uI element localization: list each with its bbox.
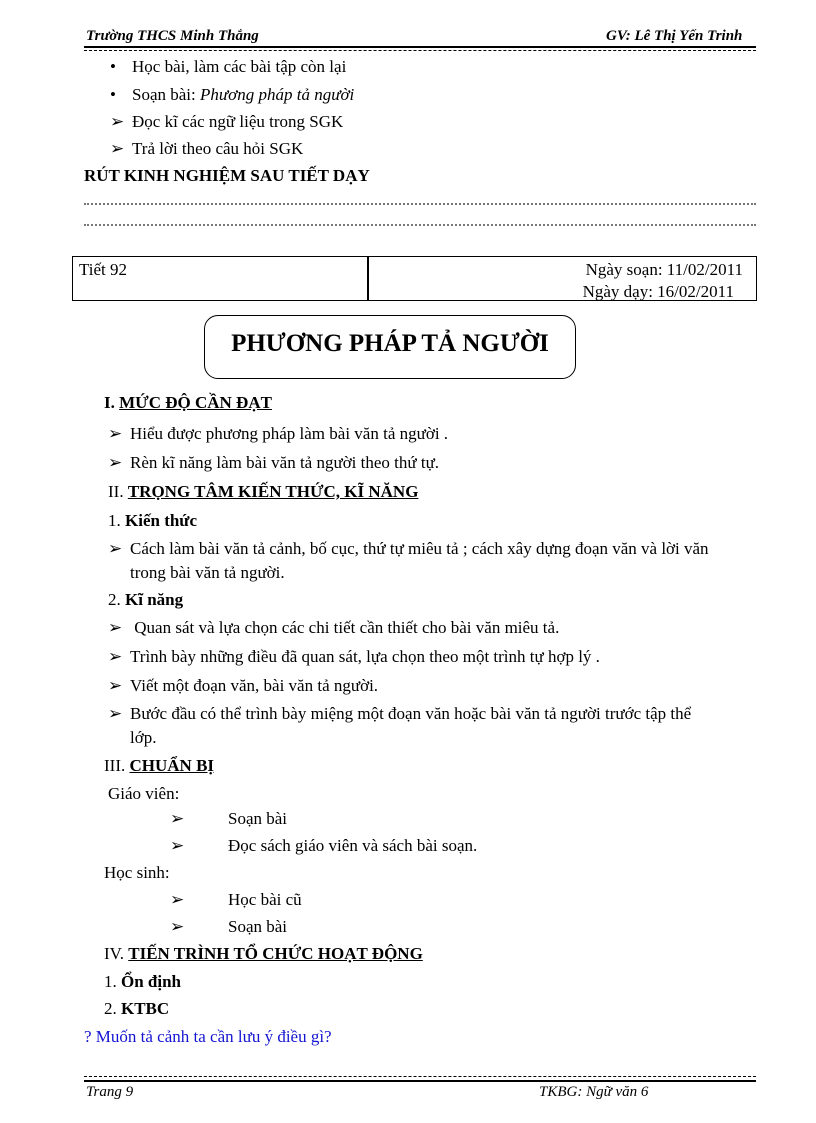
- arrow-bullet-icon: ➢: [110, 112, 125, 131]
- arrow-bullet-icon: ➢: [108, 704, 123, 723]
- arrow-bullet-icon: ➢: [170, 917, 185, 936]
- bullet-dot-icon: •: [110, 57, 116, 76]
- lesson-period-cell: [72, 256, 369, 301]
- header-rule: [84, 46, 756, 48]
- homework-item: • Học bài, làm các bài tập còn lại: [110, 57, 347, 76]
- arrow-bullet-icon: ➢: [170, 890, 185, 909]
- list-item: ➢ Quan sát và lựa chọn các chi tiết cần thiết cho bài văn miêu tả.: [108, 618, 560, 637]
- arrow-bullet-icon: ➢: [108, 453, 123, 472]
- arrow-bullet-icon: ➢: [170, 836, 185, 855]
- list-item: ➢ Rèn kĩ năng làm bài văn tả người theo thứ tự.: [108, 453, 440, 472]
- arrow-bullet-icon: ➢: [108, 647, 123, 666]
- teacher-label: Giáo viên:: [108, 784, 180, 803]
- prep-date: Ngày soạn: 11/02/2011: [585, 260, 743, 279]
- section-1-heading: I. MỨC ĐỘ CẦN ĐẠT: [104, 393, 272, 412]
- arrow-bullet-icon: ➢: [108, 424, 123, 443]
- list-item: ➢ Hiểu được phương pháp làm bài văn tả người .: [108, 424, 449, 443]
- step-stabilize: 1. Ổn định: [104, 972, 182, 991]
- arrow-bullet-icon: ➢: [108, 618, 123, 637]
- review-question: ? Muốn tả cảnh ta cần lưu ý điều gì?: [84, 1027, 332, 1046]
- section-3-heading: III. CHUẨN BỊ: [104, 756, 215, 775]
- list-item-continuation: trong bài văn tả người.: [130, 563, 285, 582]
- homework-item: ➢ Trả lời theo câu hỏi SGK: [110, 139, 304, 158]
- dotted-line: [84, 224, 756, 226]
- dotted-line: [84, 203, 756, 205]
- homework-item: • Soạn bài: Phương pháp tả người: [110, 85, 355, 104]
- subsection-skills: 2. Kĩ năng: [108, 590, 184, 609]
- footer-book: TKBG: Ngữ văn 6: [539, 1084, 649, 1100]
- header-school: Trường THCS Minh Thắng: [86, 28, 259, 44]
- lesson-dates-cell: [367, 256, 757, 301]
- subsection-knowledge: 1. Kiến thức: [108, 511, 198, 530]
- list-item: ➢ Trình bày những điều đã quan sát, lựa chọn theo một trình tự hợp lý .: [108, 647, 600, 666]
- bullet-dot-icon: •: [110, 85, 116, 104]
- homework-item: ➢ Đọc kĩ các ngữ liệu trong SGK: [110, 112, 344, 131]
- footer-page: Trang 9: [86, 1084, 134, 1100]
- teach-date: Ngày dạy: 16/02/2011: [582, 282, 734, 301]
- arrow-bullet-icon: ➢: [170, 809, 185, 828]
- header-teacher: GV: Lê Thị Yến Trinh: [606, 28, 743, 44]
- footer-rule: [84, 1080, 756, 1082]
- review-heading: RÚT KINH NGHIỆM SAU TIẾT DẠY: [84, 166, 370, 185]
- student-label: Học sinh:: [104, 863, 170, 882]
- lesson-period: Tiết 92: [79, 260, 128, 279]
- section-2-heading: II. TRỌNG TÂM KIẾN THỨC, KĨ NĂNG: [108, 482, 419, 501]
- header-rule-dashed: [84, 50, 756, 51]
- page-title: PHƯƠNG PHÁP TẢ NGƯỜI: [231, 330, 549, 357]
- list-item: ➢ Bước đầu có thể trình bày miệng một đoạn văn hoặc bài văn tả người trước tập thể: [108, 704, 692, 723]
- footer-rule-dashed: [84, 1076, 756, 1077]
- list-item: ➢ Soạn bài: [170, 809, 288, 828]
- list-item: ➢ Soạn bài: [170, 917, 288, 936]
- title-box: [204, 315, 576, 379]
- arrow-bullet-icon: ➢: [108, 676, 123, 695]
- list-item-continuation: lớp.: [130, 728, 157, 747]
- list-item: ➢ Cách làm bài văn tả cảnh, bố cục, thứ tự miêu tả ; cách xây dựng đoạn văn và lời văn: [108, 539, 709, 558]
- arrow-bullet-icon: ➢: [110, 139, 125, 158]
- arrow-bullet-icon: ➢: [108, 539, 123, 558]
- step-check-homework: 2. KTBC: [104, 999, 170, 1018]
- list-item: ➢ Đọc sách giáo viên và sách bài soạn.: [170, 836, 478, 855]
- list-item: ➢ Học bài cũ: [170, 890, 302, 909]
- section-4-heading: IV. TIẾN TRÌNH TỔ CHỨC HOẠT ĐỘNG: [104, 944, 423, 963]
- list-item: ➢ Viết một đoạn văn, bài văn tả người.: [108, 676, 379, 695]
